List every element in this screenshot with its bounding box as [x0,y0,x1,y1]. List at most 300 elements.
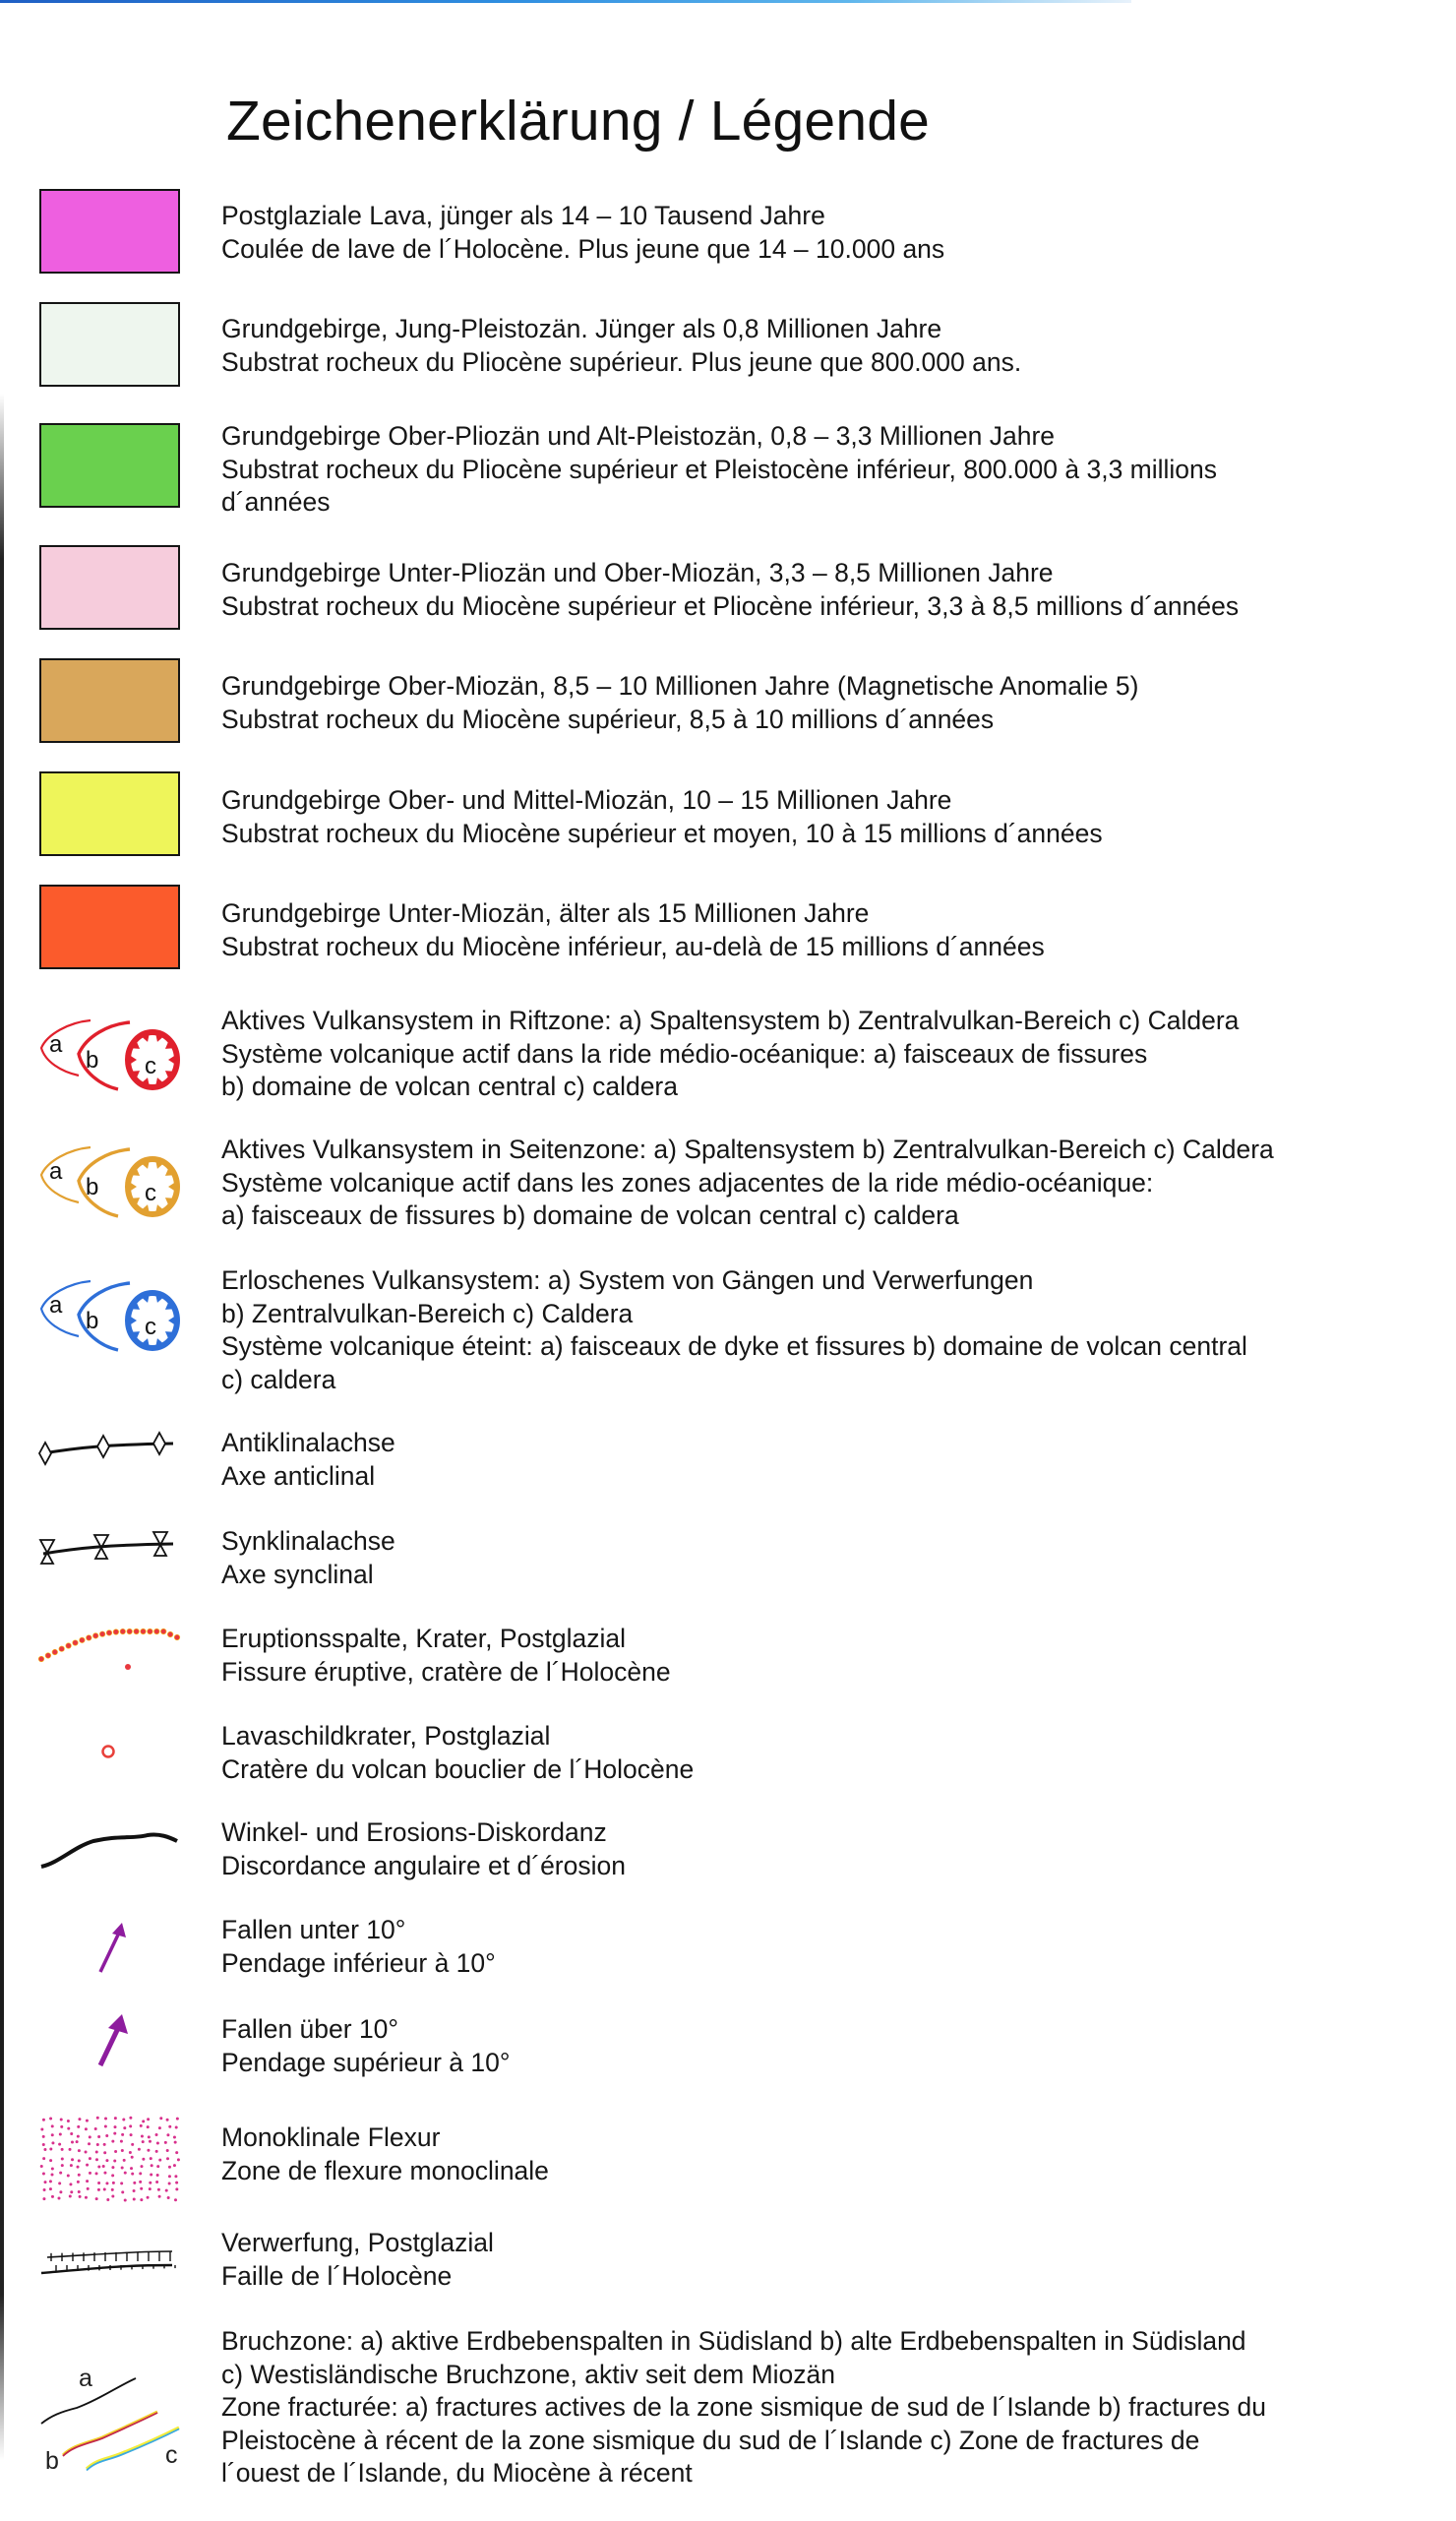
color-swatch-ober-pliozaen-alt-pleistozaen [39,423,180,508]
legend-text-line: d´années [221,487,331,517]
flexure-dot [43,2148,46,2151]
flexure-dot [85,2127,88,2130]
caldera-tooth [129,1055,137,1065]
flexure-dot [69,2183,72,2185]
flexure-dot [150,2157,152,2160]
top-border-line [0,0,1131,3]
legend-entry-text [221,2013,510,2079]
arrow-head [112,1923,126,1937]
legend-text-line: Discordance angulaire et d´érosion [221,1850,626,1880]
flexure-dot [149,2187,152,2190]
legend-entry-text [221,1914,496,1980]
flexure-dot [121,2149,124,2152]
legend-text-german: Aktives Vulkansystem in Riftzone: a) Spaltensystem b) Zentralvulkan-Bereich c) Caldera [221,1006,1240,1035]
legend-text-line: c) caldera [221,1364,336,1394]
flexure-dot [166,2149,169,2152]
legend-text-line: Système volcanique éteint: a) faisceaux de dyke et fissures b) domaine de volcan central [221,1331,1247,1361]
legend-entry-text [221,1525,395,1591]
flexure-dot [168,2125,171,2128]
flexure-dot [89,2172,91,2175]
anticline-diamond [97,1436,109,1457]
flexure-dot [77,2135,80,2138]
flexure-dot [142,2120,145,2122]
flexure-dot [166,2133,169,2136]
flexure-dot [106,2198,109,2201]
flexure-dot [67,2120,70,2122]
flexure-dot [156,2165,159,2168]
flexure-dot [103,2172,106,2175]
flexure-dot [129,2124,132,2127]
legend-entry-text [221,784,1103,850]
legend-text-line: Substrat rocheux du Miocène supérieur et moyen, 10 à 15 millions d´années [221,818,1103,848]
flexure-dot [95,2172,98,2175]
legend-text-line: a) faisceaux de fissures b) domaine de volcan central c) caldera [221,1200,959,1230]
legend-entry-text [221,200,944,266]
legend-text-german: Fallen unter 10° [221,1915,406,1944]
anticline-axis-icon [39,1432,182,1467]
caldera-tooth [168,1316,176,1325]
flexure-dot [49,2187,52,2190]
flexure-dot [42,2143,45,2146]
flexure-dot [174,2198,177,2201]
flexure-dot [147,2149,150,2152]
flexure-dot [133,2198,136,2201]
flexure-dot [176,2118,179,2121]
caldera-tooth [168,1182,176,1192]
legend-text-line: Coulée de lave de l´Holocène. Plus jeune que 14 – 10.000 ans [221,233,945,264]
legend-entry-text [221,1427,395,1493]
flexure-dot [131,2143,134,2146]
syncline-axis-icon [39,1530,182,1569]
flexure-dot [94,2127,97,2130]
flexure-dot [131,2173,134,2176]
flexure-dot [140,2165,143,2168]
legend-text-german: Winkel- und Erosions-Diskordanz [221,1817,607,1847]
legend-text-german: Erloschenes Vulkansystem: a) System von Gängen und Verwerfungen [221,1265,1034,1295]
fissure-dot [80,1637,86,1643]
flexure-dot [104,2117,107,2120]
flexure-dot [85,2196,88,2199]
flexure-dot [58,2182,61,2184]
flexure-dot [42,2157,45,2160]
flexure-dot [51,2124,54,2127]
flexure-dot [85,2151,88,2154]
flexure-dot [142,2158,145,2161]
flexure-dot [42,2119,45,2121]
legend-entry-text [221,1005,1239,1104]
legend-text-line: l´ouest de l´Islande, du Miocène à récent [221,2458,693,2488]
legend-text-line: Substrat rocheux du Miocène supérieur, 8,5 à 10 millions d´années [221,704,995,734]
flexure-dot [43,2188,46,2191]
fissure-dot [99,1631,105,1637]
crater-circle [103,1747,114,1757]
flexure-dot [168,2166,171,2169]
legend-entry-text [221,897,1045,963]
flexure-dot [60,2119,63,2121]
eruptive-fissure-icon [39,1624,187,1673]
legend-text-german: Eruptionsspalte, Krater, Postglazial [221,1624,626,1653]
flexure-dot [150,2173,152,2176]
flexure-dot [42,2173,45,2176]
flexure-dot [133,2189,136,2192]
flexure-dot [175,2151,178,2154]
legend-text-line: Fissure éruptive, cratère de l´Holocène [221,1656,671,1687]
flexure-dot [71,2141,74,2144]
flexure-dot [155,2150,158,2153]
fissure-dot [59,1646,65,1652]
legend-text-line: Système volcanique actif dans la ride médio-océanique: a) faisceaux de fissures [221,1038,1148,1069]
flexure-dot [97,2188,100,2191]
volcano-label-c: c [145,1180,156,1206]
flexure-dot [158,2195,161,2198]
flexure-dot [77,2181,80,2183]
flexure-dot [111,2140,114,2143]
arrow-shaft [100,1931,120,1972]
caldera-tooth [129,1316,137,1325]
legend-text-line: Pendage inférieur à 10° [221,1947,496,1978]
fissure-dot [160,1629,166,1634]
flexure-dot [166,2157,169,2160]
legend-entry-text [221,557,1239,623]
legend-text-line: b) Zentralvulkan-Bereich c) Caldera [221,1298,634,1328]
fissure-dot [52,1649,58,1655]
legend-text-line: Zone fracturée: a) fractures actives de la zone sismique de sud de l´Islande b) fractures du [221,2392,1267,2422]
flexure-dot [133,2182,136,2184]
flexure-dot [113,2132,116,2135]
flexure-dot [51,2195,54,2198]
unconformity-line [41,1834,177,1867]
extinct-volcano-icon [39,1277,182,1356]
volcano-label-b: b [86,1308,99,1334]
flexure-dot [142,2140,145,2143]
flexure-dot [103,2143,106,2146]
flexure-dot [69,2148,72,2151]
legend-entry-text [221,1720,694,1786]
flexure-dot [89,2157,91,2160]
color-swatch-ober-mittel-miozaen [39,771,180,856]
flexure-dot [155,2181,158,2183]
flexure-dot [174,2175,177,2178]
legend-text-line: Substrat rocheux du Pliocène supérieur et Pleistocène inférieur, 800.000 à 3,3 millions [221,454,1218,484]
shield-crater-icon [39,1737,182,1766]
legend-entry-text [221,670,1138,736]
fissure-dot [127,1629,133,1634]
volcano-label-c: c [145,1053,156,1079]
flexure-dot [103,2151,106,2154]
flexure-dot [42,2135,45,2138]
color-swatch-lava-postglacial [39,189,180,274]
flexure-dot [51,2174,54,2177]
flexure-dot [86,2120,89,2122]
flexure-dot [61,2157,64,2160]
legend-entry-text [221,1623,671,1689]
flexure-dot [124,2198,127,2201]
flexure-dot [112,2182,115,2184]
flexure-dot [131,2156,134,2159]
flexure-dot [40,2165,43,2168]
flexure-dot [51,2141,54,2144]
fracture-b-line-red [63,2413,157,2456]
postglacial-fault-icon [39,2244,182,2283]
flexure-dot [175,2182,178,2184]
legend-title: Zeichenerklärung / Légende [226,90,931,153]
fissure-dot [106,1630,112,1636]
flexure-dot [166,2119,169,2121]
legend-text-line: Substrat rocheux du Miocène inférieur, au-delà de 15 millions d´années [221,931,1045,961]
legend-entry-text [221,1816,626,1882]
flexure-dot [121,2133,124,2136]
legend-text-line: Zone de flexure monoclinale [221,2155,549,2185]
legend-text-german: Monoklinale Flexur [221,2122,441,2152]
fissure-dot [154,1629,160,1634]
legend-text-german: Grundgebirge Unter-Pliozän und Ober-Miozän, 3,3 – 8,5 Millionen Jahre [221,558,1054,587]
legend-text-german: Grundgebirge, Jung-Pleistozän. Jünger als 0,8 Millionen Jahre [221,314,942,343]
fissure-dot [113,1629,119,1635]
flexure-dot [89,2135,91,2138]
fissure-dot [92,1633,98,1639]
flank-volcano-icon [39,1143,182,1222]
flexure-dot [114,2150,117,2153]
flexure-dot [174,2141,177,2144]
flexure-dot [120,2140,123,2143]
legend-entry-text [221,2325,1266,2490]
volcano-label-b: b [86,1174,99,1200]
flexure-dot [86,2164,89,2167]
flexure-dot [124,2172,127,2175]
legend-text-german: Aktives Vulkansystem in Seitenzone: a) Spaltensystem b) Zentralvulkan-Bereich c) Caldera [221,1135,1274,1164]
flexure-dot [88,2142,91,2145]
legend-text-line: Pleistocène à récent de la zone sismique du sud de l´Islande c) Zone de fractures de [221,2425,1200,2455]
flexure-dot [167,2196,170,2199]
flexure-dot [49,2117,52,2120]
rift-volcano-icon [39,1016,182,1095]
legend-text-german: Lavaschildkrater, Postglazial [221,1721,551,1751]
flexure-dot [130,2167,133,2170]
legend-entry-text [221,420,1217,520]
arrow-head [108,2014,128,2034]
caldera-tooth [168,1055,176,1065]
flexure-dot [105,2182,108,2184]
volcano-label-c: c [145,1314,156,1340]
legend-text-line: b) domaine de volcan central c) caldera [221,1072,678,1101]
flexure-dot [113,2159,116,2162]
flexure-dot [130,2133,133,2136]
flexure-dot [151,2164,153,2167]
fault-line [41,2265,172,2273]
flexure-dot [58,2196,61,2199]
flexure-dot [78,2149,81,2152]
volcano-label-a: a [49,1158,63,1185]
flexure-dot [70,2190,73,2193]
flexure-dot [77,2166,80,2169]
fissure-dot [148,1629,153,1634]
flexure-dot [111,2195,114,2198]
fracture-zone-icon [39,2365,192,2475]
flexure-dot [141,2134,144,2137]
flexure-dot [177,2158,180,2161]
flexure-dot [175,2125,178,2128]
legend-text-line: Faille de l´Holocène [221,2260,453,2291]
flexure-dot [69,2195,72,2198]
flexure-dot [76,2140,79,2143]
flexure-dot [87,2187,90,2190]
fissure-dot [38,1656,44,1662]
flexure-dot [138,2148,141,2151]
legend-text-line: Cratère du volcan bouclier de l´Holocène [221,1753,695,1784]
legend-entry-text [221,313,1021,379]
legend-text-german: Grundgebirge Ober-Miozän, 8,5 – 10 Millionen Jahre (Magnetische Anomalie 5) [221,671,1139,701]
legend-text-german: Fallen über 10° [221,2014,399,2044]
flexure-dot [105,2134,108,2137]
fracture-label-a: a [79,2365,92,2392]
dip-under-10-arrow-icon [39,1919,182,1978]
flexure-dot [40,2127,43,2130]
flexure-dot [175,2187,178,2190]
color-swatch-unter-miozaen [39,885,180,969]
legend-text-german: Bruchzone: a) aktive Erdbebenspalten in Südisland b) alte Erdbebenspalten in Südisland [221,2326,1246,2356]
fissure-dot [167,1631,173,1637]
flexure-dot [97,2182,100,2184]
flexure-dot [60,2125,63,2128]
flexure-dot [86,2180,89,2183]
flexure-dot [159,2117,162,2120]
fissure-dot [134,1629,140,1634]
unconformity-icon [39,1825,182,1875]
anticline-diamond [153,1433,165,1454]
flexure-dot [158,2126,161,2129]
flexure-dot [77,2125,80,2128]
flexure-dot [44,2181,47,2183]
flexure-dot [156,2141,159,2144]
flexure-dot [59,2132,62,2135]
legend-entry-text [221,1264,1247,1396]
flexure-dot [67,2127,70,2130]
flexure-dot [78,2118,81,2121]
legend-entry-text [221,2121,549,2187]
flexure-dot [95,2197,98,2200]
flexure-dot [78,2159,81,2162]
fissure-dot [73,1640,79,1646]
fissure-dot [66,1643,72,1649]
flexure-dot [71,2158,74,2161]
legend-text-german: Postglaziale Lava, jünger als 14 – 10 Tausend Jahre [221,201,825,230]
legend-text-german: Grundgebirge Unter-Miozän, älter als 15 Millionen Jahre [221,898,870,928]
flexure-dot [114,2125,117,2128]
flexure-dot [147,2118,150,2121]
flexure-dot [95,2150,98,2153]
flexure-dot [114,2117,117,2120]
volcano-label-b: b [86,1047,99,1074]
color-swatch-unter-pliozaen-ober-miozaen [39,545,180,630]
flexure-dot [67,2174,70,2177]
flexure-dot [96,2117,99,2120]
flexure-dot [51,2167,54,2170]
fissure-dot [141,1629,147,1634]
flexure-dot [79,2195,82,2198]
volcano-label-a: a [49,1292,63,1319]
legend-text-line: Substrat rocheux du Miocène supérieur et Pliocène inférieur, 3,3 à 8,5 millions d´années [221,590,1240,621]
flexure-dot [168,2182,171,2184]
flexure-dot [147,2125,150,2128]
flexure-dot [61,2148,64,2151]
flexure-dot [165,2189,168,2192]
legend-text-german: Grundgebirge Ober-Pliozän und Alt-Pleistozän, 0,8 – 3,3 Millionen Jahre [221,421,1056,451]
legend-text-german: Grundgebirge Ober- und Mittel-Miozän, 10 – 15 Millionen Jahre [221,785,952,815]
flexure-dot [58,2143,61,2146]
flexure-dot [96,2143,99,2146]
flexure-dot [157,2188,160,2191]
legend-text-german: Antiklinalachse [221,1428,395,1457]
flexure-dot [149,2140,152,2143]
flexure-dot [168,2175,171,2178]
legend-text-german: Synklinalachse [221,1526,395,1556]
flexure-dot [70,2132,73,2135]
fissure-dot [87,1635,92,1641]
legend-text-line: c) Westisländische Bruchzone, aktiv seit dem Miozän [221,2359,835,2389]
flexure-dot [129,2117,132,2120]
fracture-label-c: c [165,2441,178,2469]
flexure-dot [105,2159,108,2162]
flexure-dot [158,2159,161,2162]
flexure-dot [147,2196,150,2199]
flexure-dot [104,2124,107,2127]
flexure-dot [155,2133,158,2136]
flexure-dot [140,2124,143,2127]
flexure-dot [123,2126,126,2129]
caldera-tooth [129,1182,137,1192]
scan-edge-shadow [0,394,4,2460]
flexure-dot [129,2151,132,2154]
flexure-dot [59,2190,62,2193]
flexure-dot [123,2159,126,2162]
legend-text-line: Système volcanique actif dans les zones adjacentes de la ride médio-océanique: [221,1167,1154,1198]
color-swatch-jung-pleistozaen [39,302,180,387]
flexure-dot [120,2182,123,2184]
color-swatch-ober-miozaen [39,658,180,743]
fault-line-upper [47,2251,172,2257]
flexure-dot [148,2135,151,2138]
flexure-dot [97,2166,100,2169]
flexure-dot [42,2197,45,2200]
flexure-dot [78,2190,81,2193]
dip-over-10-arrow-icon [39,2012,182,2071]
fissure-dot [174,1634,180,1640]
flexure-dot [70,2164,73,2167]
flexure-dot [140,2187,143,2190]
legend-text-line: Substrat rocheux du Pliocène supérieur. Plus jeune que 800.000 ans. [221,346,1022,377]
legend-text-line: Axe synclinal [221,1559,374,1589]
flexure-dot [59,2172,62,2175]
flexure-dot [78,2174,81,2177]
monoclinal-flexure-icon [39,2116,182,2199]
legend-text-line: Axe anticlinal [221,1460,376,1491]
flexure-dot [149,2182,152,2184]
flexure-dot [156,2174,159,2177]
legend-text-german: Verwerfung, Postglazial [221,2228,494,2257]
flexure-dot [97,2135,100,2138]
flexure-dot [49,2180,52,2183]
axis-line [43,1544,173,1554]
flexure-dot [61,2164,64,2167]
flexure-dot [139,2172,142,2175]
flexure-dot [140,2198,143,2201]
flexure-dot [102,2165,105,2168]
flexure-dot [111,2166,114,2169]
flexure-dot [111,2174,114,2177]
legend-entry-text [221,1134,1274,1233]
flexure-dot [111,2188,114,2191]
fissure-dot [120,1629,126,1634]
